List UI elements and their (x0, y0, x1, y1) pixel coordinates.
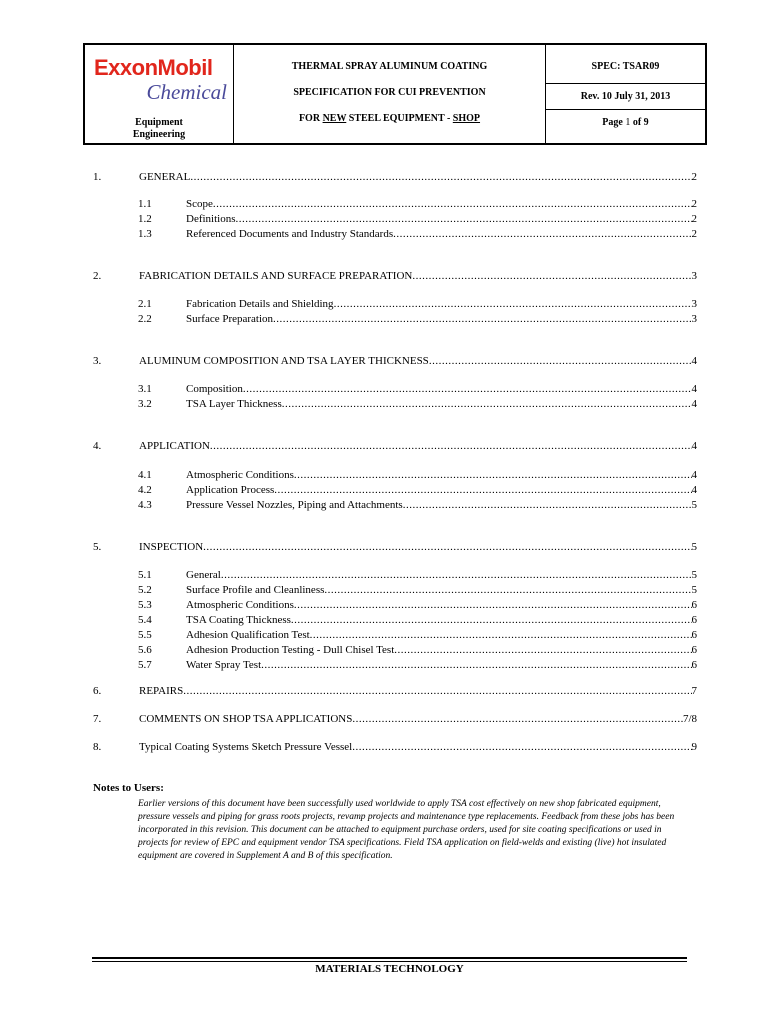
chemical-logo-text: Chemical (146, 80, 227, 104)
toc-entry-line (186, 383, 697, 396)
toc-leader-dots (282, 398, 692, 411)
toc-entry-line (186, 614, 697, 627)
toc-entry-number: 2.2 (138, 313, 152, 325)
toc-entry (0, 355, 768, 369)
toc-entry-title: COMMENTS ON SHOP TSA APPLICATIONS (139, 713, 353, 725)
toc-entry-title: Composition (186, 383, 243, 395)
toc-entry (0, 584, 768, 598)
toc-entry-title: GENERAL (139, 171, 191, 183)
toc-leader-dots (236, 213, 692, 226)
toc-entry-line (139, 440, 697, 453)
toc-leader-dots (403, 499, 692, 512)
toc-entry-line (186, 629, 697, 642)
toc-entry-title: Surface Preparation (186, 313, 274, 325)
toc-leader-dots (412, 270, 691, 283)
toc-entry-number: 1.3 (138, 228, 152, 240)
toc-leader-dots (203, 541, 691, 554)
toc-entry-line (186, 599, 697, 612)
toc-entry-number: 3.2 (138, 398, 152, 410)
toc-leader-dots (294, 599, 692, 612)
toc-entry-title: Water Spray Test (186, 659, 262, 671)
toc-leader-dots (243, 383, 692, 396)
toc-entry-line (139, 741, 697, 754)
toc-leader-dots (273, 313, 691, 326)
toc-entry-number: 5.2 (138, 584, 152, 596)
toc-entry (0, 599, 768, 613)
toc-entry-title: Typical Coating Systems Sketch Pressure Vessel (139, 741, 353, 753)
toc-entry (0, 614, 768, 628)
toc-entry (0, 541, 768, 555)
title-new-underlined: NEW (322, 113, 347, 124)
toc-entry-title: FABRICATION DETAILS AND SURFACE PREPARATION (139, 270, 413, 282)
page-indicator (546, 117, 705, 128)
toc-entry (0, 644, 768, 658)
toc-leader-dots (221, 569, 692, 582)
toc-leader-dots (334, 298, 692, 311)
toc-entry-page: 3 (691, 270, 697, 282)
toc-entry-page: 2 (691, 228, 697, 240)
toc-entry (0, 569, 768, 583)
toc-entry-page: 6 (691, 614, 697, 626)
toc-entry-number: 5. (93, 541, 102, 553)
toc-entry-page: 4 (691, 383, 697, 395)
toc-entry-line (186, 484, 697, 497)
toc-entry-page: 7/8 (682, 713, 697, 725)
toc-leader-dots (183, 685, 691, 698)
toc-leader-dots (213, 198, 692, 211)
title-line-3 (234, 113, 545, 124)
toc-entry-line (139, 713, 697, 726)
toc-entry-page: 5 (691, 541, 697, 553)
toc-entry (0, 499, 768, 513)
spec-divider-2 (546, 109, 705, 110)
toc-entry-title: APPLICATION (139, 440, 210, 452)
toc-entry-number: 5.1 (138, 569, 152, 581)
toc-entry-number: 4.3 (138, 499, 152, 511)
title-shop-underlined: SHOP (452, 113, 481, 124)
toc-entry-page: 4 (691, 440, 697, 452)
toc-entry-line (186, 398, 697, 411)
toc-entry-line (186, 213, 697, 226)
toc-entry (0, 383, 768, 397)
toc-entry-title: Atmospheric Conditions (186, 599, 294, 611)
toc-leader-dots (291, 614, 692, 627)
toc-entry (0, 685, 768, 699)
spec-divider-1 (546, 83, 705, 84)
toc-entry-page: 4 (691, 355, 697, 367)
toc-entry (0, 398, 768, 412)
toc-entry-page: 4 (691, 469, 697, 481)
toc-entry-page: 7 (691, 685, 697, 697)
toc-entry-number: 5.3 (138, 599, 152, 611)
toc-entry-line (186, 644, 697, 657)
toc-entry-line (186, 584, 697, 597)
exxonmobil-logo: ExxonMobil (94, 55, 213, 80)
toc-entry-page: 5 (691, 584, 697, 596)
title-line-2: SPECIFICATION FOR CUI PREVENTION (293, 87, 486, 98)
notes-title: Notes to Users: (93, 782, 164, 794)
toc-entry-page: 2 (691, 213, 697, 225)
toc-entry-title: Fabrication Details and Shielding (186, 298, 334, 310)
toc-entry-number: 1.1 (138, 198, 152, 210)
toc-leader-dots (324, 584, 691, 597)
toc-entry-number: 3. (93, 355, 102, 367)
toc-entry (0, 298, 768, 312)
toc-entry-page: 5 (691, 499, 697, 511)
toc-entry-number: 4.2 (138, 484, 152, 496)
toc-entry-title: Scope (186, 198, 213, 210)
page-total: of 9 (630, 117, 649, 128)
toc-entry (0, 469, 768, 483)
toc-entry-line (186, 569, 697, 582)
toc-entry-title: Surface Profile and Cleanliness (186, 584, 325, 596)
toc-entry (0, 171, 768, 185)
toc-entry-title: REPAIRS (139, 685, 184, 697)
toc-entry-page: 4 (691, 398, 697, 410)
toc-leader-dots (352, 741, 691, 754)
toc-entry-number: 5.6 (138, 644, 152, 656)
toc-entry (0, 440, 768, 454)
toc-entry-title: Definitions (186, 213, 236, 225)
title-line-1: THERMAL SPRAY ALUMINUM COATING (291, 61, 488, 72)
toc-entry-page: 3 (691, 298, 697, 310)
toc-entry (0, 484, 768, 498)
toc-entry-title: Atmospheric Conditions (186, 469, 294, 481)
toc-entry-page: 9 (691, 741, 697, 753)
toc-leader-dots (210, 440, 692, 453)
title-line-3-middle: STEEL EQUIPMENT - (346, 113, 453, 124)
toc-entry-title: Adhesion Production Testing - Dull Chisel Test (186, 644, 395, 656)
toc-entry-line (186, 298, 697, 311)
toc-entry-line (139, 541, 697, 554)
toc-entry-line (139, 685, 697, 698)
toc-entry (0, 198, 768, 212)
footer-rule-thin (92, 961, 687, 962)
toc-entry (0, 659, 768, 673)
toc-entry-number: 5.4 (138, 614, 152, 626)
toc-entry (0, 629, 768, 643)
toc-entry-title: TSA Layer Thickness (186, 398, 282, 410)
department-line-1: Equipment (135, 117, 183, 128)
toc-entry-number: 7. (93, 713, 102, 725)
toc-entry-line (139, 171, 697, 184)
department (85, 117, 233, 141)
toc-entry-title: TSA Coating Thickness (186, 614, 291, 626)
toc-entry-line (186, 198, 697, 211)
toc-leader-dots (190, 171, 691, 184)
footer-rule-thick (92, 957, 687, 959)
toc-entry (0, 270, 768, 284)
toc-entry-page: 4 (691, 484, 697, 496)
toc-entry (0, 713, 768, 727)
toc-entry-line (186, 228, 697, 241)
page-number: 1 (625, 117, 631, 128)
toc-entry-page: 5 (691, 569, 697, 581)
toc-entry-number: 5.7 (138, 659, 152, 671)
toc-entry-number: 3.1 (138, 383, 152, 395)
toc-entry (0, 741, 768, 755)
spec-cell (546, 45, 705, 143)
toc-entry-number: 4.1 (138, 469, 152, 481)
toc-entry-line (186, 469, 697, 482)
toc-entry-page: 3 (691, 313, 697, 325)
toc-entry-page: 6 (691, 599, 697, 611)
toc-entry-line (186, 313, 697, 326)
toc-leader-dots (429, 355, 692, 368)
toc-entry (0, 213, 768, 227)
title-line-3-prefix: FOR (298, 113, 323, 124)
toc-entry-number: 6. (93, 685, 102, 697)
toc-entry-title: Application Process (186, 484, 275, 496)
toc-entry-line (139, 355, 697, 368)
toc-entry-number: 1.2 (138, 213, 152, 225)
toc-entry (0, 313, 768, 327)
notes-body: Earlier versions of this document have been successfully used worldwide to apply TSA cost effectively on new shop fabricated equipment, pressure vessels and piping for grass roots projects, revamp projects and maintenance type replacements. Feedback from these jobs has been incorporated in this revision. This document can be attached to equipment purchase orders, used for site coating specifications or used in projects for review of EPC and equipment vendor TSA specifications. Field TSA application on field-welds and existing (live) hot insulated equipment are covered in Supplement A and B of this specification. (138, 799, 675, 861)
toc-entry-title: General (186, 569, 221, 581)
toc-entry-line (139, 270, 697, 283)
toc-entry-number: 2. (93, 270, 102, 282)
toc-entry (0, 228, 768, 242)
toc-entry-line (186, 659, 697, 672)
toc-leader-dots (261, 659, 691, 672)
document-title (234, 45, 546, 143)
footer-text: MATERIALS TECHNOLOGY (315, 963, 464, 975)
toc-leader-dots (310, 629, 692, 642)
logo-cell (85, 45, 234, 143)
toc-leader-dots (274, 484, 691, 497)
toc-leader-dots (294, 469, 692, 482)
toc-entry-number: 5.5 (138, 629, 152, 641)
toc-entry-line (186, 499, 697, 512)
revision-date: Rev. 10 July 31, 2013 (580, 91, 671, 102)
page-label: Page (602, 117, 626, 128)
toc-entry-title: Referenced Documents and Industry Standards (186, 228, 394, 240)
toc-leader-dots (393, 228, 691, 241)
toc-entry-title: Adhesion Qualification Test (186, 629, 310, 641)
toc-entry-title: Pressure Vessel Nozzles, Piping and Attachments (186, 499, 403, 511)
toc-entry-title: ALUMINUM COMPOSITION AND TSA LAYER THICKNESS (139, 355, 429, 367)
toc-leader-dots (352, 713, 683, 726)
department-line-2: Engineering (132, 129, 186, 140)
toc-entry-page: 2 (691, 171, 697, 183)
toc-entry-number: 8. (93, 741, 102, 753)
toc-entry-page: 6 (691, 644, 697, 656)
toc-entry-number: 4. (93, 440, 102, 452)
toc-leader-dots (394, 644, 691, 657)
toc-entry-page: 6 (691, 659, 697, 671)
document-header (83, 43, 707, 145)
toc-entry-page: 6 (691, 629, 697, 641)
toc-entry-page: 2 (691, 198, 697, 210)
toc-entry-number: 2.1 (138, 298, 152, 310)
spec-number: SPEC: TSAR09 (591, 61, 660, 72)
toc-entry-title: INSPECTION (139, 541, 204, 553)
toc-entry-number: 1. (93, 171, 102, 183)
